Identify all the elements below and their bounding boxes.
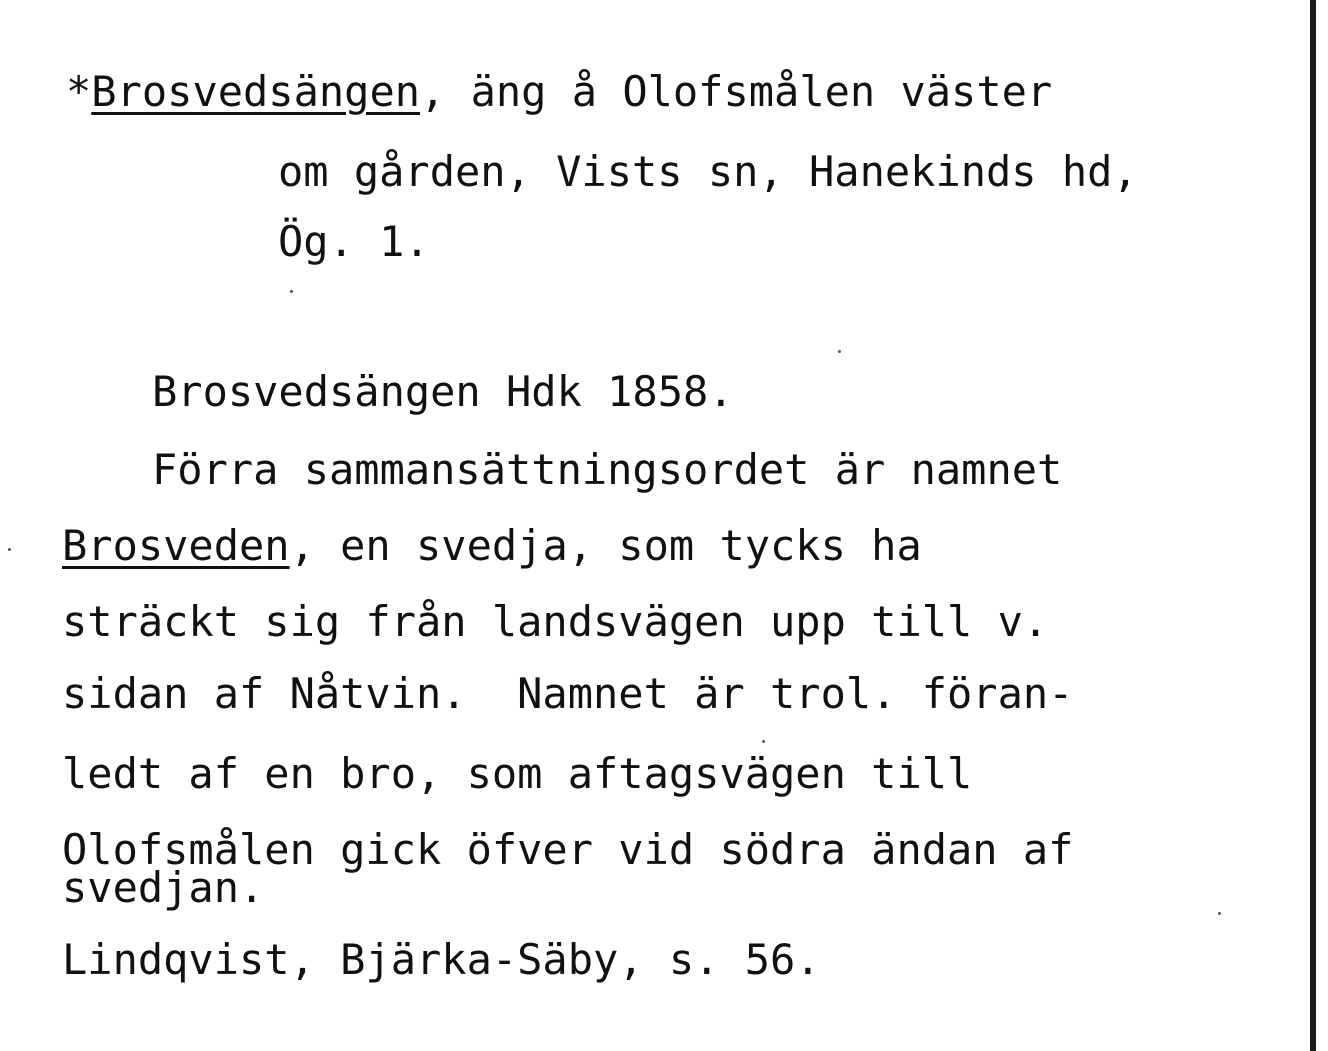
body-line-5: ledt af en bro, som aftagsvägen till (62, 749, 973, 798)
entry-heading-cont-1: om gården, Vists sn, Hanekinds hd, (278, 147, 1138, 196)
entry-heading-line (66, 68, 1052, 116)
body-line-6: Olofsmålen gick öfver vid södra ändan af (62, 825, 1074, 874)
body-underlined-name: Brosveden (62, 521, 290, 570)
scan-speck (838, 350, 841, 353)
entry-heading-rest: , äng å Olofsmålen väster (420, 67, 1053, 116)
body-line-1: Förra sammansättningsordet är namnet (152, 445, 1063, 494)
scan-speck (290, 290, 293, 293)
scan-speck (1218, 912, 1221, 915)
body-line-7: svedjan. (62, 863, 265, 912)
body-line-2 (62, 522, 922, 570)
source-line: Brosvedsängen Hdk 1858. (152, 367, 734, 416)
card-edge-line (1310, 0, 1316, 1051)
entry-headword: Brosvedsängen (91, 67, 421, 116)
entry-heading-cont-2: Ög. 1. (278, 217, 430, 266)
entry-asterisk: * (66, 67, 92, 116)
reference-line: Lindqvist, Bjärka-Säby, s. 56. (62, 935, 821, 984)
body-line-3: sträckt sig från landsvägen upp till v. (62, 597, 1049, 646)
body-line-2-rest: , en svedja, som tycks ha (289, 521, 922, 570)
body-line-4: sidan af Nåtvin. Namnet är trol. föran- (62, 669, 1074, 718)
scan-speck (8, 548, 11, 551)
scan-speck (762, 740, 765, 743)
